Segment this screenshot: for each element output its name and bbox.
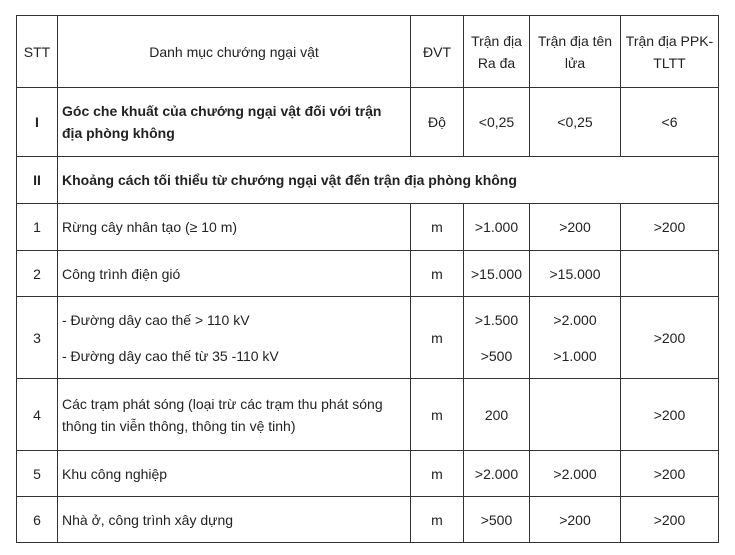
row3-ppk: >200 [621,297,719,379]
row2-unit: m [411,251,464,297]
header-missile-line1: Trận địa tên [537,32,613,49]
row1-missile: >200 [530,204,621,251]
section-row-1 [17,88,719,157]
row5-ppk: >200 [621,451,719,497]
row1-name: Rừng cây nhân tạo (≥ 10 m) [58,204,411,251]
header-ppk-line2: TLTT [653,54,686,71]
row1-stt: 1 [17,204,58,251]
header-radar-line2: Ra đa [477,54,516,71]
header-stt: STT [17,16,58,88]
row3-missile-b: >1.000 [553,347,597,364]
row4-name [58,379,411,451]
row3-name-a: - Đường dây cao thế > 110 kV [62,311,250,328]
table-row [17,497,719,543]
section1-name-line2: địa phòng không [62,125,175,141]
row4-name-line1: Các trạm phát sóng (loại trừ các trạm thu phát sóng [62,395,383,412]
section2-name: Khoảng cách tối thiểu từ chướng ngại vật đến trận địa phòng không [58,157,719,204]
row5-missile: >2.000 [530,451,621,497]
row5-radar: >2.000 [464,451,530,497]
section2-stt: II [17,157,58,204]
section1-name-line1: Góc che khuất của chướng ngại vật đối với trận [62,103,382,119]
row6-missile: >200 [530,497,621,543]
header-radar-line1: Trận địa [471,32,522,49]
table-row [17,451,719,497]
row3-missile [530,297,621,379]
row5-name: Khu công nghiệp [58,451,411,497]
row3-stt: 3 [17,297,58,379]
row6-ppk: >200 [621,497,719,543]
row4-ppk: >200 [621,379,719,451]
row4-name-line2: thông tin viễn thông, thông tin vệ tinh) [62,417,296,434]
header-unit: ĐVT [411,16,464,88]
header-missile [530,16,621,88]
row4-radar: 200 [464,379,530,451]
section-row-2 [17,157,719,204]
header-missile-line2: lửa [564,54,586,71]
row5-stt: 5 [17,451,58,497]
table-row [17,379,719,451]
section1-stt: I [17,88,58,157]
obstacle-table [16,15,719,543]
row4-missile [530,379,621,451]
row3-missile-a: >2.000 [553,311,597,328]
row1-unit: m [411,204,464,251]
section1-radar: <0,25 [464,88,530,157]
row3-name-b: - Đường dây cao thế từ 35 -110 kV [62,347,279,364]
row3-radar-a: >1.500 [474,311,519,328]
row4-stt: 4 [17,379,58,451]
row3-radar-b: >500 [480,347,513,364]
header-ppk [621,16,719,88]
row5-unit: m [411,451,464,497]
table-row [17,251,719,297]
row3-name [58,297,411,379]
header-radar [464,16,530,88]
section1-ppk: <6 [621,88,719,157]
row6-name: Nhà ở, công trình xây dựng [58,497,411,543]
row3-radar [464,297,530,379]
header-row [17,16,719,88]
table-row [17,297,719,379]
row6-unit: m [411,497,464,543]
header-name: Danh mục chướng ngại vật [58,16,411,88]
row2-name: Công trình điện gió [58,251,411,297]
row6-radar: >500 [464,497,530,543]
section1-unit: Độ [411,88,464,157]
header-ppk-line1: Trận địa PPK- [625,32,714,49]
row6-stt: 6 [17,497,58,543]
table-row [17,204,719,251]
row2-radar: >15.000 [464,251,530,297]
row1-ppk: >200 [621,204,719,251]
row1-radar: >1.000 [464,204,530,251]
section1-name [58,88,411,157]
row3-unit: m [411,297,464,379]
row2-missile: >15.000 [530,251,621,297]
section1-missile: <0,25 [530,88,621,157]
row4-unit: m [411,379,464,451]
row2-stt: 2 [17,251,58,297]
row2-ppk [621,251,719,297]
